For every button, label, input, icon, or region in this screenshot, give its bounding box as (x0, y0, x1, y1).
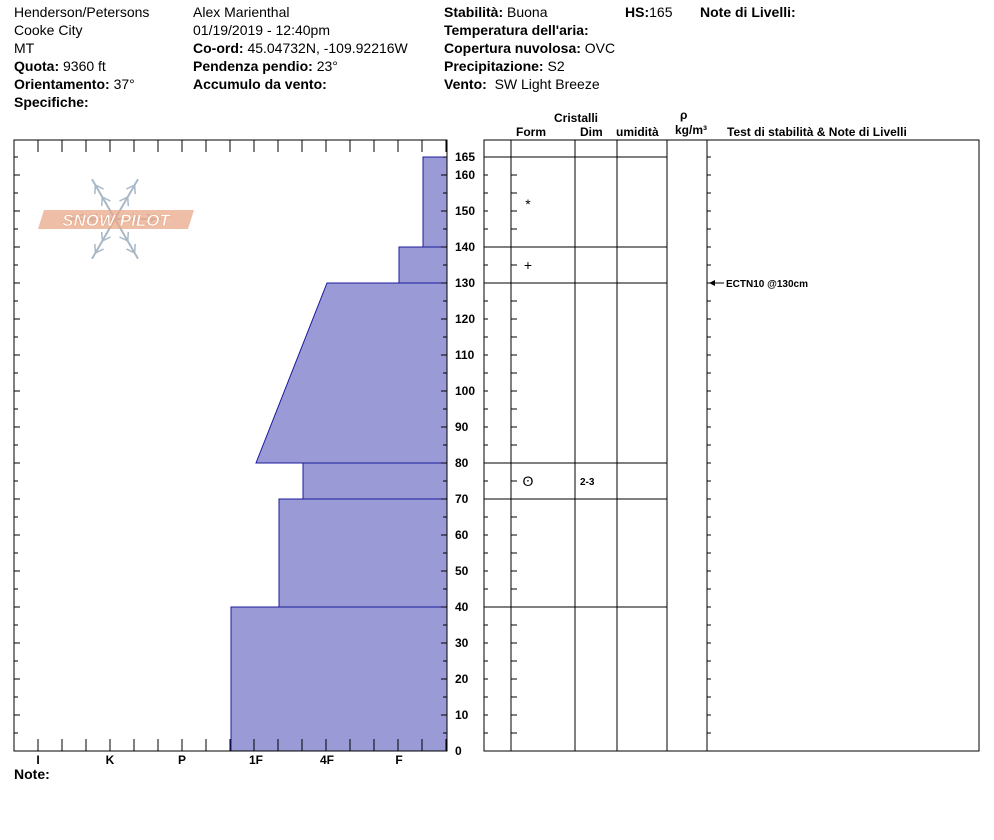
y-tick-label: 100 (455, 384, 476, 398)
y-tick-label: 110 (455, 348, 475, 362)
rho-header: ρ (680, 108, 688, 122)
tests-header: Test di stabilità & Note di Livelli (727, 125, 907, 139)
hardness-tick-label: P (177, 753, 187, 767)
hardness-tick-label: K (105, 753, 115, 767)
hardness-layer (399, 247, 447, 283)
hardness-layer (279, 499, 447, 607)
precipitazione-field: Precipitazione: S2 (444, 58, 565, 74)
hardness-layer (231, 607, 447, 751)
y-tick-label: 140 (455, 240, 476, 254)
location-line-1: Henderson/Petersons (14, 4, 150, 20)
location-line-2: Cooke City (14, 22, 83, 38)
note-label: Note: (14, 766, 50, 782)
temperatura-field: Temperatura dell'aria: (444, 22, 589, 38)
snowflake-branch (128, 232, 129, 241)
snowflake-branch (102, 232, 103, 241)
snowflake-branch (128, 197, 129, 206)
grain-form-symbol: * (525, 195, 531, 212)
y-tick-label: 0 (455, 744, 462, 758)
stability-test-label: ECTN10 @130cm (726, 279, 809, 290)
dim-header: Dim (580, 125, 603, 139)
logo-text: SNOW PILOT (62, 211, 170, 230)
y-tick-label: 70 (455, 492, 469, 506)
density-unit-header: kg/m³ (675, 123, 708, 137)
note-livelli-label: Note di Livelli: (700, 4, 796, 20)
snowpilot-logo (38, 179, 194, 259)
location-line-3: MT (14, 40, 35, 56)
grain-size-label: 2-3 (580, 477, 595, 488)
y-tick-label: 165 (455, 150, 476, 164)
accumulo-field: Accumulo da vento: (193, 76, 327, 92)
y-tick-label: 10 (455, 708, 469, 722)
snowflake-branch (95, 244, 96, 253)
umidita-header: umidità (616, 125, 659, 139)
snowflake-branch (135, 244, 136, 253)
hardness-tick-label: 1F (248, 753, 264, 767)
y-tick-label: 130 (455, 276, 476, 290)
quota-field: Quota: 9360 ft (14, 58, 106, 74)
y-tick-label: 50 (455, 564, 469, 578)
specifiche-field: Specifiche: (14, 94, 89, 110)
vento-field: Vento: SW Light Breeze (444, 76, 600, 92)
snowflake-branch (102, 197, 103, 206)
grain-form-symbol: + (523, 257, 533, 273)
snowflake-branch (135, 185, 136, 194)
copertura-field: Copertura nuvolosa: OVC (444, 40, 616, 56)
test-arrow-head (709, 280, 715, 286)
y-tick-label: 30 (455, 636, 469, 650)
hardness-tick-label: 4F (319, 753, 335, 767)
coordinates-field: Co-ord: 45.04732N, -109.92216W (193, 40, 408, 56)
stabilita-field: Stabilità: Buona (444, 4, 548, 20)
grain-form-symbol: ʘ (522, 473, 534, 489)
observation-datetime: 01/19/2019 - 12:40pm (193, 22, 330, 38)
y-tick-label: 150 (455, 204, 476, 218)
hardness-tick-label: F (395, 753, 403, 767)
y-tick-label: 40 (455, 600, 469, 614)
y-tick-label: 90 (455, 420, 469, 434)
y-tick-label: 120 (455, 312, 476, 326)
orientamento-field: Orientamento: 37° (14, 76, 135, 92)
y-tick-label: 20 (455, 672, 469, 686)
pendenza-field: Pendenza pendio: 23° (193, 58, 338, 74)
hardness-layer (303, 463, 447, 499)
hs-field: HS:165 (625, 4, 673, 20)
observer-name: Alex Marienthal (193, 4, 290, 20)
snowflake-branch (95, 185, 96, 194)
hardness-layer (256, 283, 447, 463)
y-tick-label: 160 (455, 168, 476, 182)
form-header: Form (516, 125, 546, 139)
y-tick-label: 60 (455, 528, 469, 542)
y-tick-label: 80 (455, 456, 469, 470)
cristalli-header: Cristalli (554, 111, 599, 125)
hardness-layer (423, 157, 447, 247)
hardness-tick-label: I (36, 753, 40, 767)
data-table-frame (484, 140, 979, 751)
